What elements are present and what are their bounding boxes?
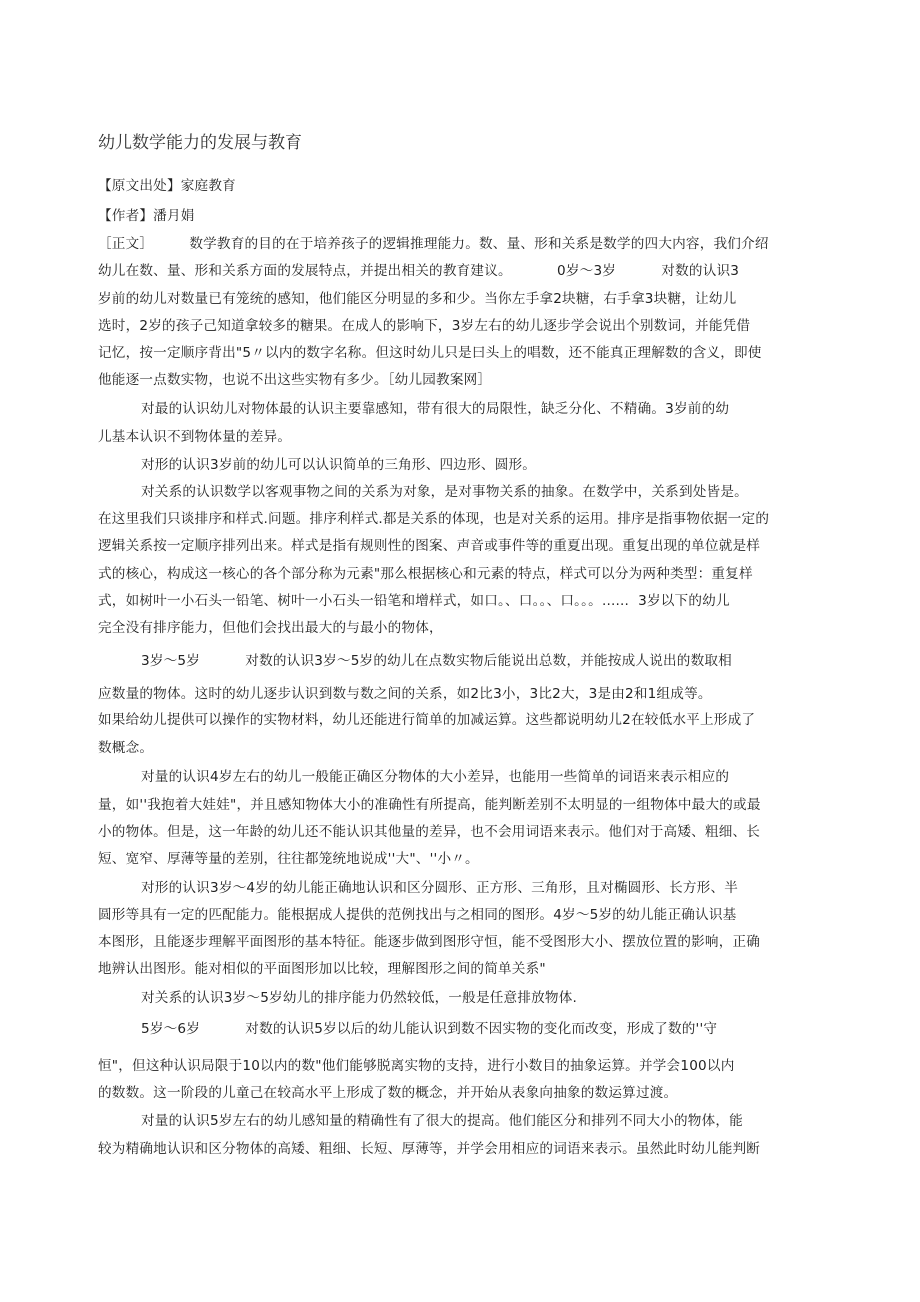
source-line: 【原文出处】家庭教育 xyxy=(98,178,236,194)
body-line: 短、宽窄、厚薄等量的差别，往往都笼统地说成''大"、''小〃。 xyxy=(98,851,479,867)
section-line-5-6: 5岁～6岁 对数的认识5岁以后的幼儿能认识到数不因实物的变化而改变，形成了数的''守 xyxy=(141,1021,718,1037)
body-line: 式的核心，构成这一核心的各个部分称为元素"那么根据核心和元素的特点，样式可以分为两种类型：重复样 xyxy=(98,566,753,582)
body-line: 对形的认识3岁～4岁的幼儿能正确地认识和区分圆形、正方形、三角形，且对椭圆形、长方形、半 xyxy=(141,880,739,896)
body-line: 对最的认识幼儿对物体最的认识主要靠感知，带有很大的局限性，缺乏分化、不精确。3岁前的幼 xyxy=(141,401,730,417)
body-line: 儿基本认识不到物体量的差异。 xyxy=(98,429,292,445)
body-line: 幼儿在数、量、形和关系方面的发展特点，并提出相关的教育建议。 0岁～3岁 对数的认识3 xyxy=(98,263,740,279)
section-line-3-5: 3岁～5岁 对数的认识3岁～5岁的幼儿在点数实物后能说出总数，并能按成人说出的数取相 xyxy=(141,653,732,669)
body-line: 的数数。这一阶段的儿童己在较高水平上形成了数的概念，并开始从表象向抽象的数运算过渡。 xyxy=(98,1085,678,1101)
body-line: 本图形，且能逐步理解平面图形的基本特征。能逐步做到图形守恒，能不受图形大小、摆放位置的影响，正确 xyxy=(98,934,761,950)
body-line: 数概念。 xyxy=(98,740,154,756)
body-line: 式，如树叶一小石头一铅笔、树叶一小石头一铅笔和增样式，如口。、口。。、口。。。...... 3岁以下的幼儿 xyxy=(98,593,730,609)
body-line: 小的物体。但是，这一年龄的幼儿还不能认识其他量的差异，也不会用词语来表示。他们对于高矮、粗细、长 xyxy=(98,824,761,840)
body-line: 选时，2岁的孩子己知道拿较多的糖果。在成人的影响下，3岁左右的幼儿逐步学会说出个别数词，并能凭借 xyxy=(98,318,751,334)
body-line: 逻辑关系按一定顺序排列出来。样式是指有规则性的图案、声音或事件等的重夏出现。重复出现的单位就是样 xyxy=(98,538,761,554)
body-line: 地辨认出图形。能对相似的平面图形加以比较，理解图形之间的简单关系" xyxy=(98,961,546,977)
body-line: 量，如''我抱着大娃娃"，并且感知物体大小的准确性有所提高，能判断差别不太明显的一组物体中最大的或最 xyxy=(98,797,761,813)
body-line: 较为精确地认识和区分物体的高矮、粗细、长短、厚薄等，并学会用相应的词语来表示。虽然此时幼儿能判断 xyxy=(98,1141,761,1157)
author-line: 【作者】潘月娟 xyxy=(98,208,195,224)
body-line: 应数量的物体。这时的幼儿逐步认识到数与数之间的关系，如2比3小，3比2大，3是由2和1组成等。 xyxy=(98,686,712,702)
body-line: 对形的认识3岁前的幼儿可以认识简单的三角形、四边形、圆形。 xyxy=(141,457,537,473)
body-line: 记忆，按一定顺序背出"5〃以内的数字名称。但这时幼儿只是曰头上的唱数，还不能真正理解数的含义，即使 xyxy=(98,345,762,361)
body-line: 恒"，但这种认识局限于10以内的数"他们能够脱离实物的支持，进行小数目的抽象运算。并学会100以内 xyxy=(98,1058,735,1074)
body-line: 完全没有排序能力，但他们会找出最大的与最小的物体， xyxy=(98,620,443,636)
body-line: 如果给幼儿提供可以操作的实物材料，幼儿还能进行简单的加减运算。这些都说明幼儿2在较低水平上形成了 xyxy=(98,712,756,728)
body-line: 他能逐一点数实物，也说不出这些实物有多少。［幼儿园教案网］ xyxy=(98,372,492,388)
body-line: 对关系的认识3岁～5岁幼儿的排序能力仍然较低，一般是任意排放物体. xyxy=(141,990,578,1006)
body-line: 在这里我们只谈排序和样式.问题。排序利样式.都是关系的体现，也是对关系的运用。排序是指事物依据一定的 xyxy=(98,511,770,527)
body-line: 对量的认识5岁左右的幼儿感知量的精确性有了很大的提高。他们能区分和排列不同大小的物体，能 xyxy=(141,1113,743,1129)
body-line: ［正文］ 数学教育的目的在于培养孩子的逻辑推理能力。数、量、形和关系是数学的四大内容，我们介绍 xyxy=(98,236,769,252)
body-line: 对量的认识4岁左右的幼儿一般能正确区分物体的大小差异，也能用一些简单的词语来表示相应的 xyxy=(141,769,730,785)
body-line: 对关系的认识数学以客观事物之间的关系为对象，是对事物关系的抽象。在数学中，关系到处皆是。 xyxy=(141,484,748,500)
document-title: 幼儿数学能力的发展与教育 xyxy=(98,133,302,153)
body-line: 岁前的幼儿对数量已有笼统的感知，他们能区分明显的多和少。当你左手拿2块糖，右手拿3块糖，让幼儿 xyxy=(98,291,737,307)
body-line: 圆形等具有一定的匹配能力。能根据成人提供的范例找出与之相同的图形。4岁～5岁的幼儿能正确认识基 xyxy=(98,907,737,923)
